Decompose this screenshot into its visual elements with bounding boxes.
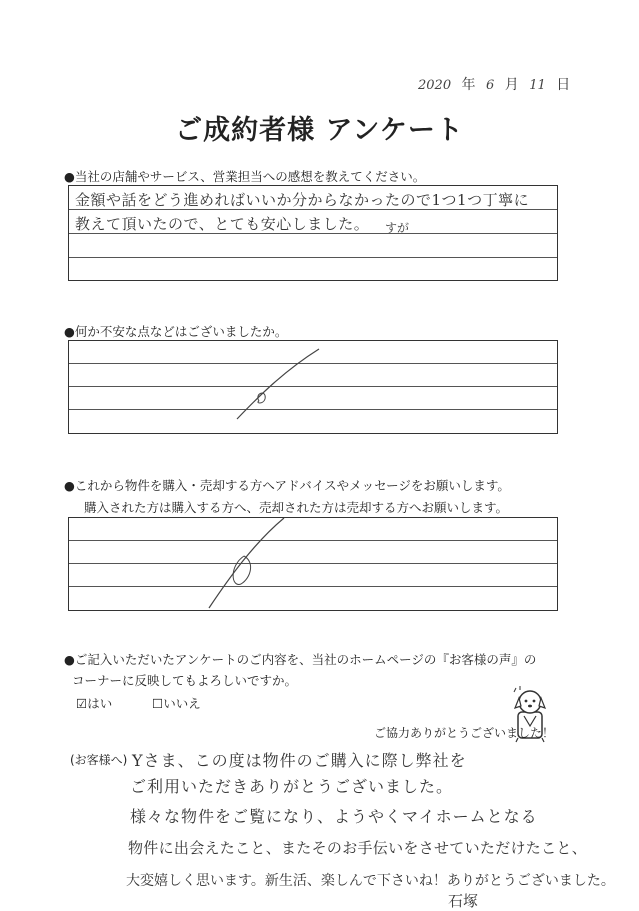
date	[418, 74, 576, 94]
option-yes[interactable]	[76, 694, 112, 712]
strike-scribble	[69, 518, 557, 610]
page-title: ご成約者様 アンケート	[175, 115, 464, 146]
message-line-4: 物件に出会えたこと、またそのお手伝いをさせていただけたこと、	[128, 839, 588, 857]
date-day: 11	[529, 78, 546, 93]
date-month: 6	[486, 78, 495, 93]
question-2-label: ●何か不安な点などはございましたか。	[64, 324, 288, 339]
question-3-sublabel: 購入された方は購入する方へ、売却された方は売却する方へお願いします。	[84, 500, 509, 515]
question-3-label: ●これから物件を購入・売却する方へアドバイスやメッセージをお願いします。	[64, 478, 510, 493]
option-no[interactable]	[152, 694, 201, 712]
customer-label: (お客様へ)	[70, 753, 128, 767]
question-1-label: ●当社の店舗やサービス、営業担当への感想を教えてください。	[64, 169, 426, 184]
answer-1-line-2: 教えて頂いたので、とても安心しました。	[75, 215, 370, 233]
thanks-message: ご協力ありがとうございました！	[374, 726, 555, 740]
option-yes-label: はい	[87, 696, 113, 711]
message-line-5: 大変嬉しく思います。新生活、楽しんで下さいね！ありがとうございました。	[126, 873, 615, 889]
signature: 石塚	[448, 892, 479, 910]
date-day-label: 日	[556, 77, 571, 93]
date-year: 2020	[418, 78, 452, 93]
answer-box-3	[68, 517, 558, 611]
message-line-3: 様々な物件をご覧になり、ようやくマイホームとなる	[130, 807, 538, 826]
question-4-label-line-2: コーナーに反映してもよろしいですか。	[72, 673, 298, 688]
message-line-2: ご利用いただきありがとうございました。	[130, 777, 454, 796]
answer-box-2	[68, 340, 558, 434]
option-no-label: いいえ	[163, 696, 201, 711]
answer-1-line-1: 金額や話をどう進めればいいか分からなかったので1つ1つ丁寧に	[75, 191, 530, 209]
checkbox-checked-icon[interactable]: ☑	[76, 696, 88, 711]
answer-box-1	[68, 185, 558, 281]
date-month-label: 月	[504, 77, 519, 93]
message-line-1: Yさま、この度は物件のご購入に際し弊社を	[132, 751, 467, 770]
checkbox-icon[interactable]: ☐	[152, 696, 164, 711]
question-4-label-line-1: ●ご記入いただいたアンケートのご内容を、当社のホームページの『お客様の声』の	[64, 652, 537, 667]
strike-scribble	[69, 341, 557, 433]
rule-line	[69, 257, 557, 258]
date-year-label: 年	[461, 77, 476, 93]
answer-1-note: すが	[385, 221, 410, 235]
